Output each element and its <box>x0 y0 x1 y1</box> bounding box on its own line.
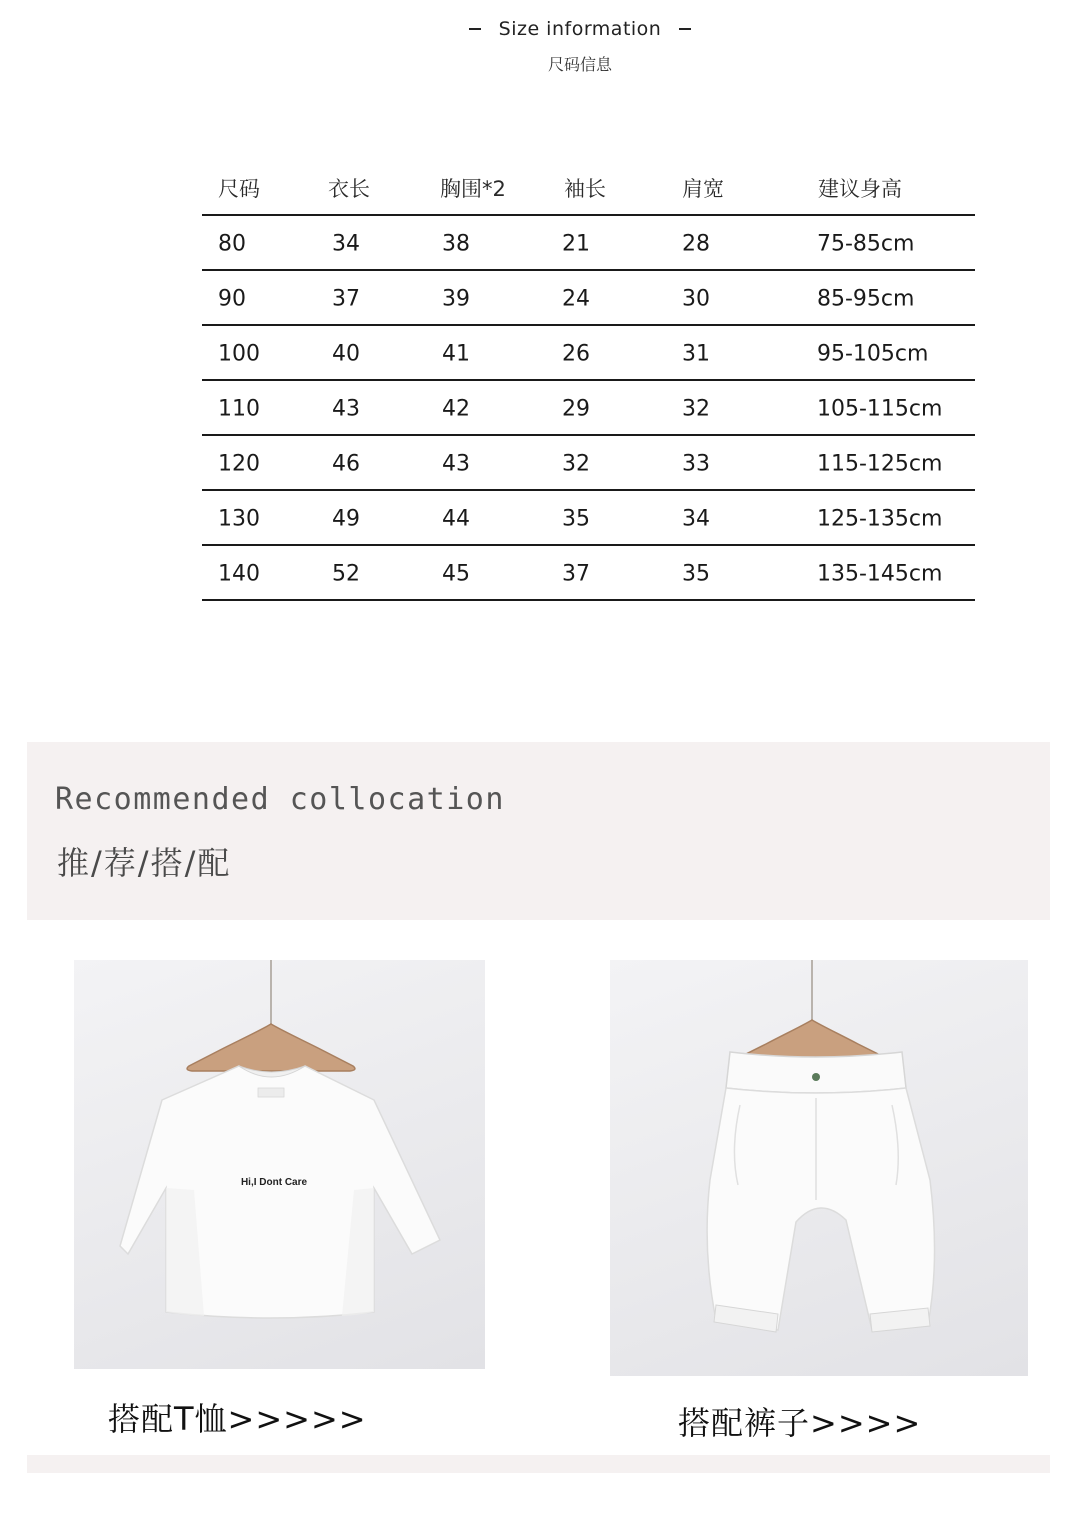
table-row <box>202 381 975 436</box>
cell-length: 34 <box>332 231 360 256</box>
table-row <box>202 326 975 381</box>
pants-product-image[interactable] <box>610 960 1028 1376</box>
header-size: 尺码 <box>218 177 260 201</box>
tshirt-print-text: Hi,I Dont Care <box>240 1177 308 1188</box>
cell-size: 100 <box>218 341 260 366</box>
cell-height: 135-145cm <box>817 561 943 586</box>
cell-size: 140 <box>218 561 260 586</box>
cell-height: 85-95cm <box>817 286 915 311</box>
cell-size: 130 <box>218 506 260 531</box>
recommended-title-en: Recommended collocation <box>55 782 505 817</box>
size-section-header <box>0 18 1080 75</box>
cell-size: 110 <box>218 396 260 421</box>
cell-shoulder: 33 <box>682 451 710 476</box>
cell-sleeve: 32 <box>562 451 590 476</box>
cell-shoulder: 31 <box>682 341 710 366</box>
size-title-row <box>0 18 1080 40</box>
header-length: 衣长 <box>328 177 370 201</box>
cell-shoulder: 30 <box>682 286 710 311</box>
cell-sleeve: 29 <box>562 396 590 421</box>
cell-chest: 41 <box>442 341 470 366</box>
cell-size: 90 <box>218 286 246 311</box>
cell-height: 105-115cm <box>817 396 943 421</box>
cell-shoulder: 28 <box>682 231 710 256</box>
left-dash <box>469 28 481 30</box>
cell-height: 125-135cm <box>817 506 943 531</box>
cell-chest: 39 <box>442 286 470 311</box>
cell-shoulder: 34 <box>682 506 710 531</box>
cell-sleeve: 26 <box>562 341 590 366</box>
header-chest: 胸围*2 <box>440 177 506 201</box>
recommended-banner <box>27 742 1050 920</box>
table-row <box>202 546 975 601</box>
size-subtitle: 尺码信息 <box>547 55 612 74</box>
pants-illustration <box>610 960 1028 1376</box>
cell-shoulder: 35 <box>682 561 710 586</box>
size-title: Size information <box>498 18 662 40</box>
cell-shoulder: 32 <box>682 396 710 421</box>
table-rule <box>202 599 975 601</box>
tshirt-illustration <box>74 960 485 1369</box>
cell-size: 80 <box>218 231 246 256</box>
cell-sleeve: 24 <box>562 286 590 311</box>
cell-sleeve: 35 <box>562 506 590 531</box>
cell-length: 46 <box>332 451 360 476</box>
table-row <box>202 216 975 271</box>
table-row <box>202 491 975 546</box>
cell-chest: 38 <box>442 231 470 256</box>
bottom-band <box>27 1455 1050 1473</box>
pants-caption-link[interactable]: 搭配裤子>>>> <box>678 1404 922 1442</box>
cell-length: 52 <box>332 561 360 586</box>
header-sleeve: 袖长 <box>564 177 606 201</box>
cell-length: 40 <box>332 341 360 366</box>
table-row <box>202 436 975 491</box>
cell-height: 115-125cm <box>817 451 943 476</box>
cell-height: 95-105cm <box>817 341 929 366</box>
header-height: 建议身高 <box>818 177 902 201</box>
size-table <box>202 160 975 601</box>
tshirt-product-image[interactable] <box>74 960 485 1369</box>
cell-size: 120 <box>218 451 260 476</box>
cell-sleeve: 21 <box>562 231 590 256</box>
table-row <box>202 271 975 326</box>
cell-length: 49 <box>332 506 360 531</box>
cell-length: 43 <box>332 396 360 421</box>
cell-chest: 44 <box>442 506 470 531</box>
header-shoulder: 肩宽 <box>682 177 724 201</box>
tshirt-caption-link[interactable]: 搭配T恤>>>>> <box>108 1400 367 1438</box>
cell-height: 75-85cm <box>817 231 915 256</box>
cell-chest: 42 <box>442 396 470 421</box>
right-dash <box>679 28 691 30</box>
table-header-row <box>202 160 975 216</box>
recommended-title-cn: 推/荐/搭/配 <box>57 844 232 882</box>
cell-length: 37 <box>332 286 360 311</box>
cell-chest: 45 <box>442 561 470 586</box>
cell-chest: 43 <box>442 451 470 476</box>
cell-sleeve: 37 <box>562 561 590 586</box>
